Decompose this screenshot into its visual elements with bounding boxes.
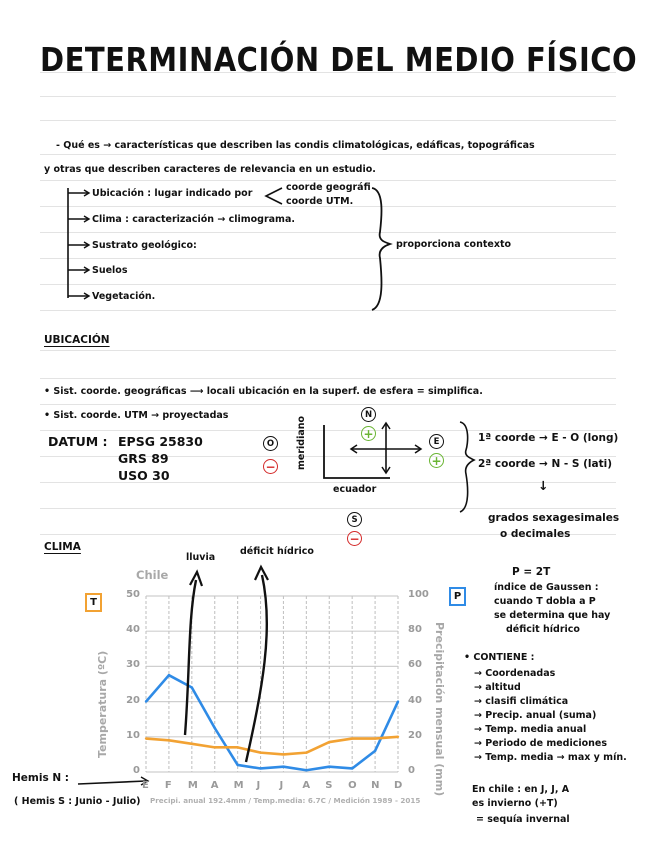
x-tick-label: J bbox=[279, 780, 284, 791]
left-tick-label: 30 bbox=[126, 659, 140, 671]
branch-clima: Clima : caracterización → climograma. bbox=[92, 214, 295, 225]
legend-precipitacion: P bbox=[449, 587, 466, 606]
compass-west-minus: − bbox=[263, 459, 278, 474]
hemis-s: ( Hemis S : Junio - Julio) bbox=[14, 796, 141, 807]
hemis-n: Hemis N : bbox=[12, 772, 69, 784]
heading-clima: CLIMA bbox=[44, 541, 81, 553]
compass-south: S bbox=[347, 512, 362, 527]
series-point-precipitación bbox=[191, 686, 193, 688]
x-tick-label: S bbox=[325, 780, 333, 791]
gaussen-line-3: se determina que hay bbox=[494, 610, 611, 621]
chart-footer: Precipi. anual 192.4mm / Temp.media: 6.7C / Medición 1989 - 2015 bbox=[150, 796, 421, 805]
chart-title: Chile bbox=[136, 568, 169, 582]
x-tick-label: O bbox=[348, 780, 357, 791]
series-point-precipitación bbox=[236, 764, 238, 766]
left-tick-label: 0 bbox=[133, 765, 140, 776]
coord-1-note: 1ª coorde → E - O (long) bbox=[478, 432, 619, 444]
series-point-precipitación bbox=[259, 767, 261, 769]
series-point-temperatura bbox=[191, 743, 193, 745]
chile-note-3: = sequía invernal bbox=[476, 814, 570, 825]
series-point-temperatura bbox=[328, 741, 330, 743]
series-point-precipitación bbox=[374, 750, 376, 752]
datum-value-2: GRS 89 bbox=[118, 451, 169, 466]
contiene-item: → clasifi climática bbox=[474, 696, 569, 707]
contiene-item: → Coordenadas bbox=[474, 668, 556, 679]
series-point-temperatura bbox=[397, 736, 399, 738]
series-point-precipitación bbox=[145, 700, 147, 702]
contiene-item: → Precip. anual (suma) bbox=[474, 710, 597, 721]
ubicacion-bullet-1: • Sist. coorde. geográficas ⟶ locali ubicación en la superf. de esfera = simplifica. bbox=[44, 386, 483, 397]
branch-ubicacion: Ubicación : lugar indicado por bbox=[92, 188, 253, 199]
coord-2-note: 2ª coorde → N - S (lati) bbox=[478, 458, 613, 470]
left-tick-label: 20 bbox=[126, 694, 140, 706]
right-tick-label: 40 bbox=[408, 694, 422, 706]
series-point-precipitación bbox=[351, 767, 353, 769]
branch-vegetacion: Vegetación. bbox=[92, 291, 156, 302]
left-tick-label: 10 bbox=[126, 729, 140, 741]
brace-note: proporciona contexto bbox=[396, 239, 512, 250]
series-point-temperatura bbox=[305, 751, 307, 753]
right-tick-label: 60 bbox=[408, 659, 422, 671]
contiene-item: → Temp. media anual bbox=[474, 724, 587, 735]
series-point-temperatura bbox=[374, 737, 376, 739]
meridiano-label: meridiano bbox=[296, 415, 307, 470]
left-tick-label: 40 bbox=[126, 624, 140, 636]
left-axis-label: Temperatura (ºC) bbox=[96, 650, 109, 758]
formula-p-2t: P = 2T bbox=[512, 566, 551, 578]
right-tick-label: 20 bbox=[408, 729, 422, 741]
compass-north: N bbox=[361, 407, 376, 422]
x-tick-label: M bbox=[233, 780, 244, 791]
right-tick-label: 100 bbox=[408, 589, 429, 600]
contiene-item: → Temp. media → max y mín. bbox=[474, 752, 627, 763]
ubicacion-option-utm: coorde UTM. bbox=[286, 196, 354, 207]
compass-west: O bbox=[263, 436, 278, 451]
series-point-temperatura bbox=[236, 746, 238, 748]
series-line-temperatura bbox=[146, 737, 398, 755]
grados-line-2: o decimales bbox=[500, 528, 571, 540]
label-lluvia: lluvia bbox=[186, 552, 216, 563]
series-point-temperatura bbox=[282, 753, 284, 755]
series-point-temperatura bbox=[214, 746, 216, 748]
series-line-precipitación bbox=[146, 675, 398, 770]
branch-suelos: Suelos bbox=[92, 265, 128, 276]
right-tick-label: 0 bbox=[408, 765, 415, 776]
chile-note-1: En chile : en J, J, A bbox=[472, 784, 570, 795]
series-point-precipitación bbox=[168, 674, 170, 676]
gaussen-line-2: cuando T dobla a P bbox=[494, 596, 596, 607]
chile-note-2: es invierno (+T) bbox=[472, 798, 558, 809]
series-point-temperatura bbox=[168, 739, 170, 741]
datum-label: DATUM : bbox=[48, 434, 108, 449]
label-deficit: déficit hídrico bbox=[240, 546, 314, 557]
series-point-temperatura bbox=[351, 737, 353, 739]
series-point-precipitación bbox=[397, 700, 399, 702]
compass-south-minus: − bbox=[347, 531, 362, 546]
compass-east-plus: + bbox=[429, 453, 444, 468]
left-tick-label: 50 bbox=[126, 589, 140, 600]
x-tick-label: A bbox=[210, 780, 219, 791]
ubicacion-option-geo: coorde geográfi bbox=[286, 182, 371, 193]
gaussen-line-1: índice de Gaussen : bbox=[494, 582, 599, 593]
series-point-precipitación bbox=[328, 766, 330, 768]
right-axis-label: Precipitación mensual (mm) bbox=[433, 622, 446, 797]
contiene-item: → Periodo de mediciones bbox=[474, 738, 607, 749]
x-tick-label: F bbox=[164, 780, 172, 791]
ecuador-label: ecuador bbox=[333, 484, 377, 495]
contiene-item: → altitud bbox=[474, 682, 521, 693]
datum-value-3: USO 30 bbox=[118, 468, 170, 483]
intro-line-2: y otras que describen caracteres de relevancia en un estudio. bbox=[44, 164, 376, 175]
x-tick-label: D bbox=[394, 780, 403, 791]
grados-line-1: grados sexagesimales bbox=[488, 512, 620, 524]
compass-east: E bbox=[429, 434, 444, 449]
chart-series bbox=[145, 674, 399, 771]
compass-north-plus: + bbox=[361, 426, 376, 441]
legend-temperatura: T bbox=[85, 593, 102, 612]
x-tick-label: M bbox=[187, 780, 198, 791]
ubicacion-bullet-2: • Sist. coorde. UTM → proyectadas bbox=[44, 410, 229, 421]
heading-ubicacion: UBICACIÓN bbox=[44, 334, 110, 346]
page-title: DETERMINACIÓN DEL MEDIO FÍSICO bbox=[40, 40, 638, 80]
gaussen-line-4: déficit hídrico bbox=[506, 624, 580, 635]
x-tick-label: A bbox=[302, 780, 311, 791]
series-point-precipitación bbox=[305, 769, 307, 771]
x-tick-label: N bbox=[371, 780, 380, 791]
contiene-heading: • CONTIENE : bbox=[464, 652, 535, 663]
x-tick-label: J bbox=[256, 780, 261, 791]
intro-line-1: - Qué es → características que describen las condis climatológicas, edáficas, topográficas bbox=[56, 140, 535, 151]
branch-sustrato: Sustrato geológico: bbox=[92, 240, 197, 251]
right-tick-label: 80 bbox=[408, 624, 422, 636]
x-tick-label: E bbox=[142, 780, 149, 791]
datum-value-1: EPSG 25830 bbox=[118, 434, 203, 449]
coord-arrow: ↓ bbox=[538, 478, 549, 493]
series-point-precipitación bbox=[282, 766, 284, 768]
series-point-precipitación bbox=[214, 727, 216, 729]
series-point-temperatura bbox=[145, 737, 147, 739]
series-point-temperatura bbox=[259, 751, 261, 753]
